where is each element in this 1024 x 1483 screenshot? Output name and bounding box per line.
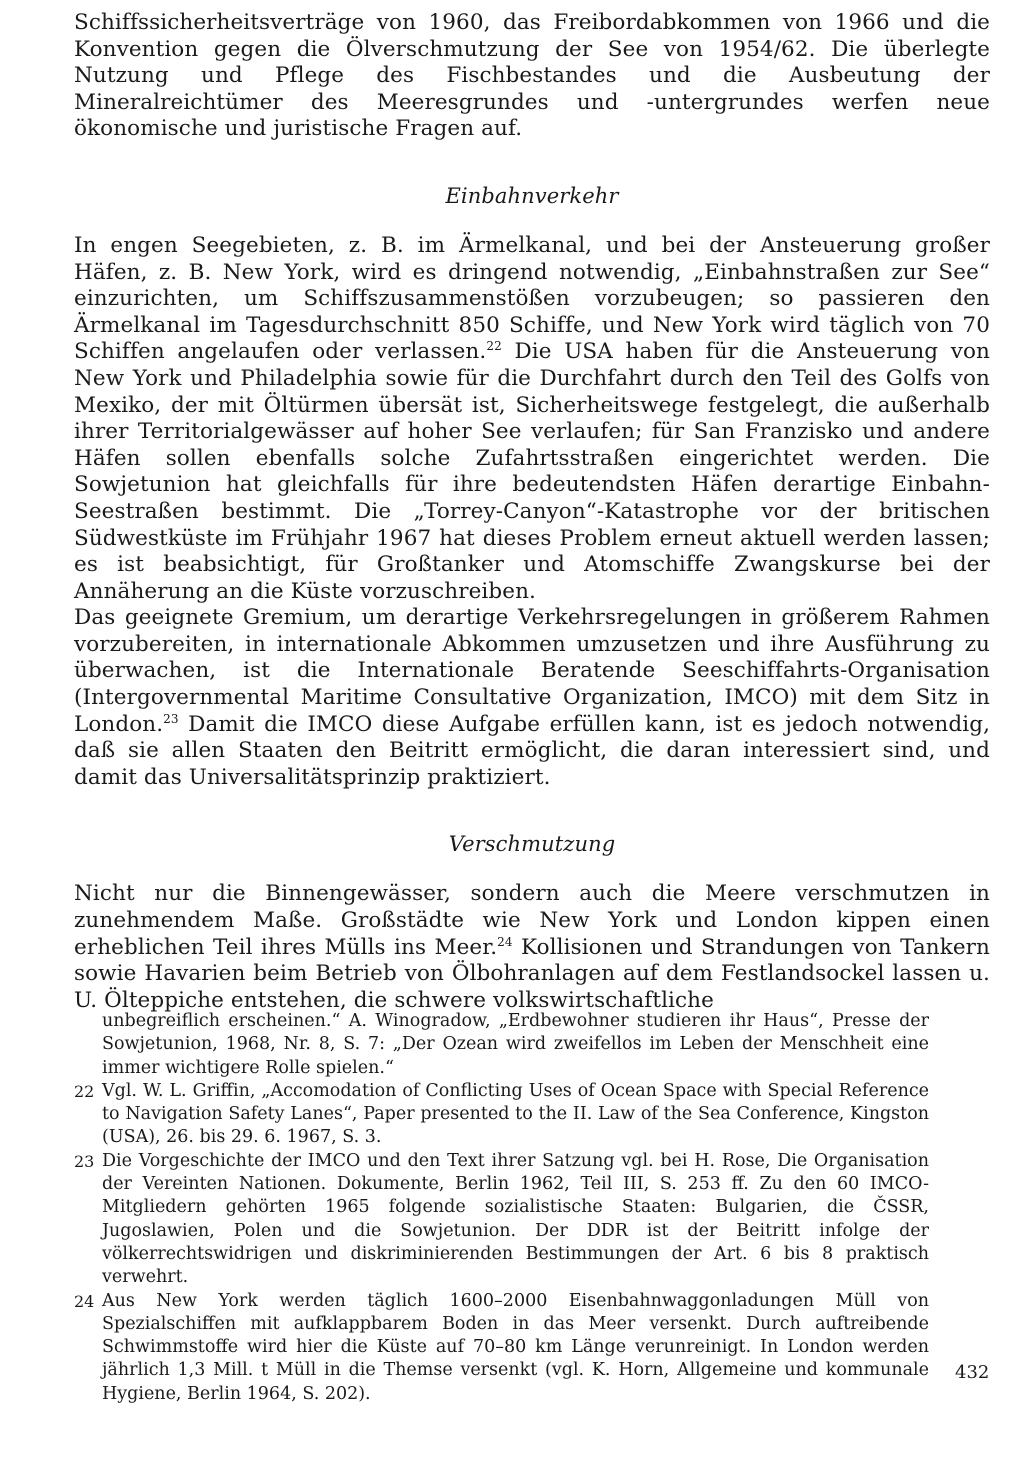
paragraph-text: Nicht nur die Binnengewässer, sondern auch die Meere verschmutzen in zunehmendem Maße. Großstädte wie New York und London kippen einen erheblichen Teil ihres Mülls ins Meer. — [74, 881, 990, 960]
paragraph-einbahnverkehr — [74, 233, 990, 605]
footnote-text: Die Vorgeschichte der IMCO und den Text ihrer Satzung vgl. bei H. Rose, Die Organisation der Vereinten Nationen. Dokumente, Berlin 1962, Teil III, S. 253 ff. Zu den 60 IMCO-Mitgliedern gehörten 1965 folgende sozialistische Staaten: Bulgarien, die ČSSR, Jugoslawien, Polen und die Sowjetunion. Der DDR ist der Beitritt infolge der völkerrechtswidrigen und diskriminierenden Bestimmungen der Art. 6 bis 8 praktisch verwehrt. — [102, 1150, 929, 1288]
footnote-ref-23[interactable]: 23 — [163, 711, 179, 726]
footnote-ref-24[interactable]: 24 — [497, 934, 513, 949]
footnote-ref-22[interactable]: 22 — [486, 339, 502, 354]
footnote-continuation: unbegreiflich erscheinen.“ A. Winogradow, „Erdbewohner studieren ihr Haus“, Presse der Sowjetunion, 1968, Nr. 8, S. 7: „Der Ozean wird zweifellos im Leben der Menschheit eine immer wichtigere Rolle spielen.“ — [102, 1011, 929, 1078]
footnote-number: 24 — [74, 1291, 95, 1311]
main-text — [74, 10, 990, 1014]
page-number: 432 — [955, 1362, 990, 1383]
paragraph-text: Kollisionen und Strandungen von Tankern sowie Havarien beim Betrieb von Ölbohranlagen auf dem Festlandsockel lassen u. U. Ölteppiche entstehen, die schwere volkswirtschaftliche — [74, 934, 990, 1013]
paragraph-text: Damit die IMCO diese Aufgabe erfüllen kann, ist es jedoch notwendig, daß sie allen Staaten den Beitritt ermöglicht, die daran interessiert sind, und damit das Universalitätsprinzip praktiziert. — [74, 711, 990, 790]
section-heading-verschmutzung: Verschmutzung — [448, 832, 616, 857]
footnote-text: Vgl. W. L. Griffin, „Accomodation of Conflicting Uses of Ocean Space with Special Reference to Navigation Safety Lanes“, Paper presented to the II. Law of the Sea Conference, Kingston (USA), 26. bis 29. 6. 1967, S. 3. — [102, 1080, 929, 1148]
footnote-24 — [74, 1290, 929, 1406]
footnote-23 — [74, 1150, 929, 1290]
paragraph-imco — [74, 605, 990, 791]
paragraph-verschmutzung — [74, 881, 990, 1014]
footnote-number: 23 — [74, 1151, 95, 1171]
paragraph-text: Die USA haben für die Ansteuerung von New York und Philadelphia sowie für die Durchfahrt durch den Teil des Golfs von Mexiko, der mit Öltürmen übersät ist, Sicherheitswege festgelegt, die außerhalb ihrer Territorialgewässer auf hoher See verlaufen; für San Franzisko und andere Häfen sollen ebenfalls solche Zufahrtsstraßen eingerichtet werden. Die Sowjetunion hat gleichfalls für ihre bedeutendsten Häfen derartige Einbahn-Seestraßen bestimmt. Die „Torrey-Canyon“-Katastrophe vor der britischen Südwestküste im Frühjahr 1967 hat dieses Problem erneut aktuell werden lassen; es ist beabsichtigt, für Großtanker und Atomschiffe Zwangskurse bei der Annäherung an die Küste vorzuschreiben. — [74, 339, 990, 604]
section-heading-einbahnverkehr: Einbahnverkehr — [445, 183, 619, 208]
footnote-22 — [74, 1080, 929, 1150]
paragraph-text: In engen Seegebieten, z. B. im Ärmelkanal, und bei der Ansteuerung großer Häfen, z. B. New York, wird es dringend notwendig, „Einbahnstraßen zur See“ einzurichten, um Schiffszusammenstößen vorzubeugen; so passieren den Ärmelkanal im Tagesdurchschnitt 850 Schiffe, und New York wird täglich von 70 Schiffen angelaufen oder verlassen. — [74, 232, 990, 365]
footnotes — [74, 1010, 929, 1406]
paragraph-intro: Schiffssicherheitsverträge von 1960, das Freibordabkommen von 1966 und die Konvention gegen die Ölverschmutzung der See von 1954/62. Die überlegte Nutzung und Pflege des Fischbestandes und die Ausbeutung der Mineralreichtümer des Meeresgrundes und -untergrundes werfen neue ökonomische und juristische Fragen auf. — [74, 10, 990, 142]
paragraph-text: Das geeignete Gremium, um derartige Verkehrsregelungen in größerem Rahmen vorzubereiten, in internationale Abkommen umzusetzen und ihre Ausführung zu überwachen, ist die Internationale Beratende Seeschiffahrts-Organisation (Intergovernmental Maritime Consultative Organization, IMCO) mit dem Sitz in London. — [74, 605, 990, 737]
footnote-text: Aus New York werden täglich 1600–2000 Eisenbahnwaggonladungen Müll von Spezialschiffen mit aufklappbarem Boden in das Meer versenkt. Durch auftreibende Schwimmstoffe wird hier die Küste auf 70–80 km Länge verunreinigt. In London werden jährlich 1,3 Mill. t Müll in die Themse versenkt (vgl. K. Horn, Allgemeine und kommunale Hygiene, Berlin 1964, S. 202). — [102, 1290, 929, 1404]
footnote-number: 22 — [74, 1081, 95, 1101]
